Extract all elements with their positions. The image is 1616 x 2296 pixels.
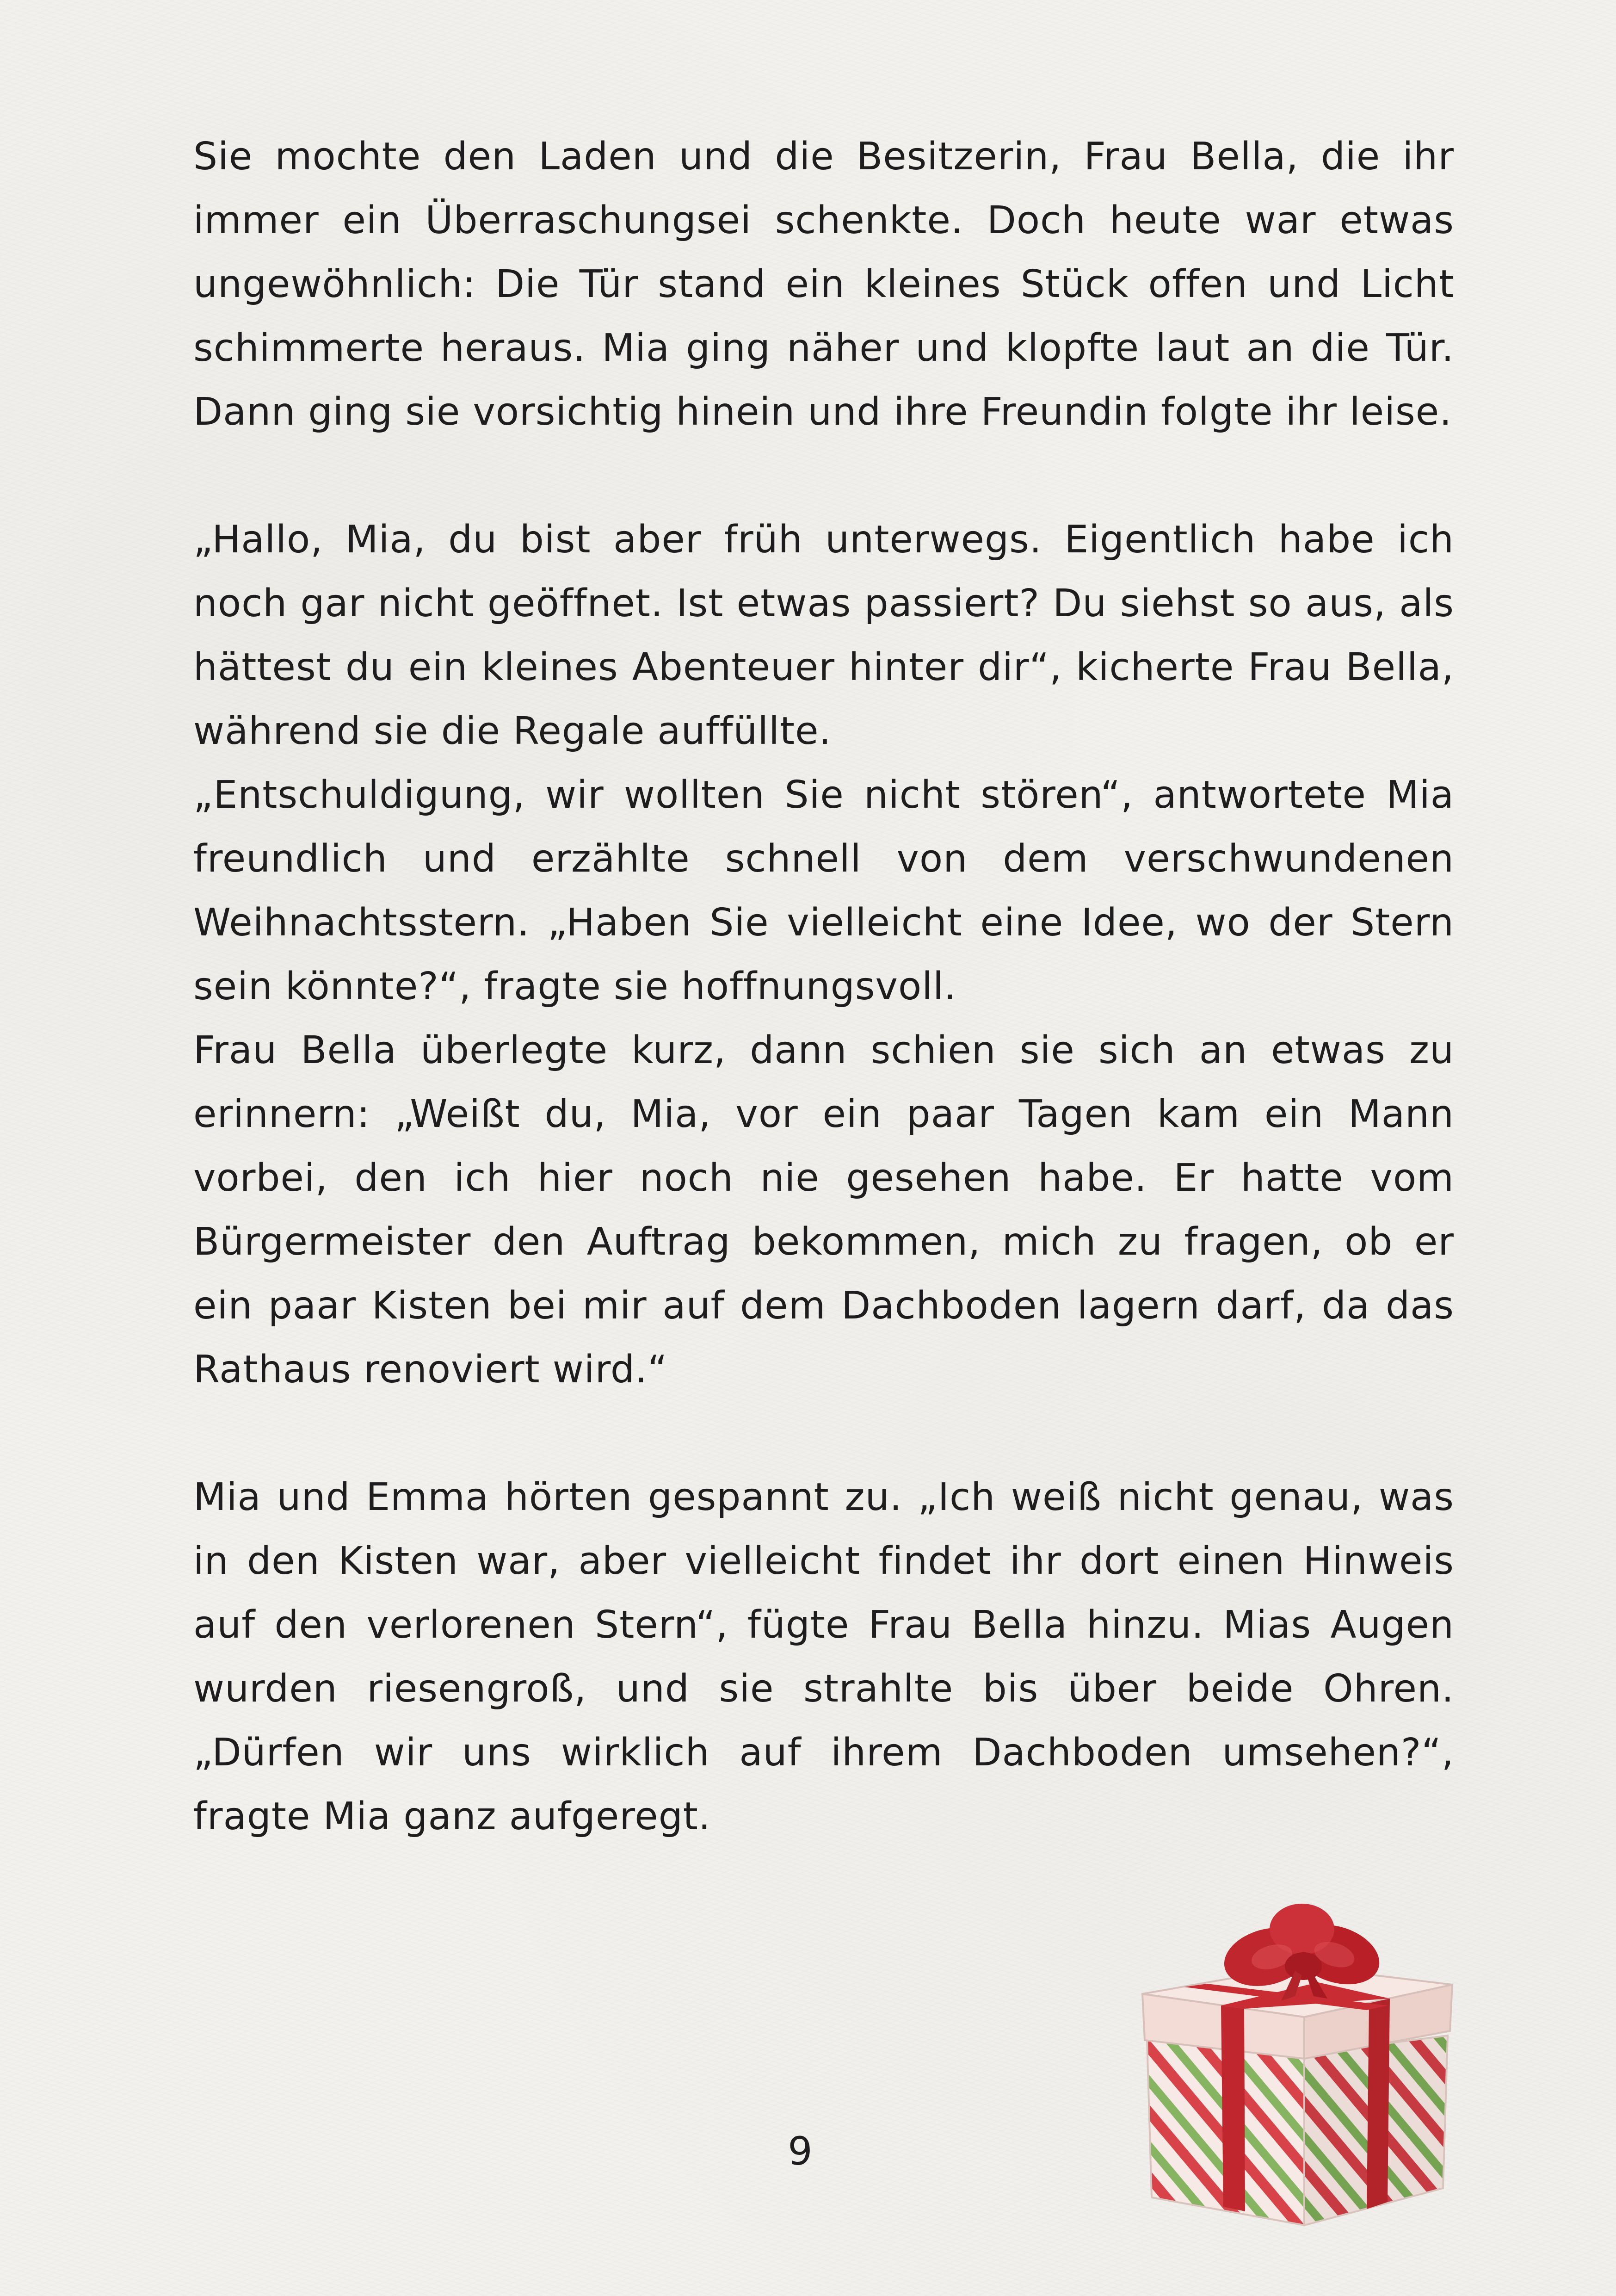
paragraph: „Entschuldigung, wir wollten Sie nicht stören“, antwortete Mia freundlich und erzählte schnell von dem verschwundenen Weihnachtsstern. „Haben Sie vielleicht eine Idee, wo der Stern sein könnte?“, fragte sie hoffnungsvoll. <box>193 773 1454 1009</box>
page-number: 9 <box>788 2129 813 2174</box>
paragraph: Mia und Emma hörten gespannt zu. „Ich weiß nicht genau, was in den Kisten war, aber vielleicht findet ihr dort einen Hinweis auf den verlorenen Stern“, fügte Frau Bella hinzu. Mias Augen wurden riesengroß, und sie strahlte bis über beide Ohren. „Dürfen wir uns wirklich auf ihrem Dachboden umsehen?“, fragte Mia ganz aufgeregt. <box>193 1475 1454 1838</box>
paragraph: Sie mochte den Laden und die Besitzerin, Frau Bella, die ihr immer ein Überraschungsei schenkte. Doch heute war etwas ungewöhnlich: Die Tür stand ein kleines Stück offen und Licht schimmerte heraus. Mia ging näher und klopfte laut an die Tür. Dann ging sie vorsichtig hinein und ihre Freundin folgte ihr leise. <box>193 135 1454 434</box>
story-text <box>193 125 1454 1849</box>
paragraph: Frau Bella überlegte kurz, dann schien sie sich an etwas zu erinnern: „Weißt du, Mia, vor ein paar Tagen kam ein Mann vorbei, den ich hier noch nie gesehen habe. Er hatte vom Bürgermeister den Auftrag bekommen, mich zu fragen, ob er ein paar Kisten bei mir auf dem Dachboden lagern darf, da das Rathaus renoviert wird.“ <box>193 1028 1454 1392</box>
paragraph: „Hallo, Mia, du bist aber früh unterwegs. Eigentlich habe ich noch gar nicht geöffnet. Ist etwas passiert? Du siehst so aus, als hättest du ein kleines Abenteuer hinter dir“, kicherte Frau Bella, während sie die Regale auffüllte. <box>193 518 1454 753</box>
gift-box-icon <box>1129 1901 1462 2234</box>
